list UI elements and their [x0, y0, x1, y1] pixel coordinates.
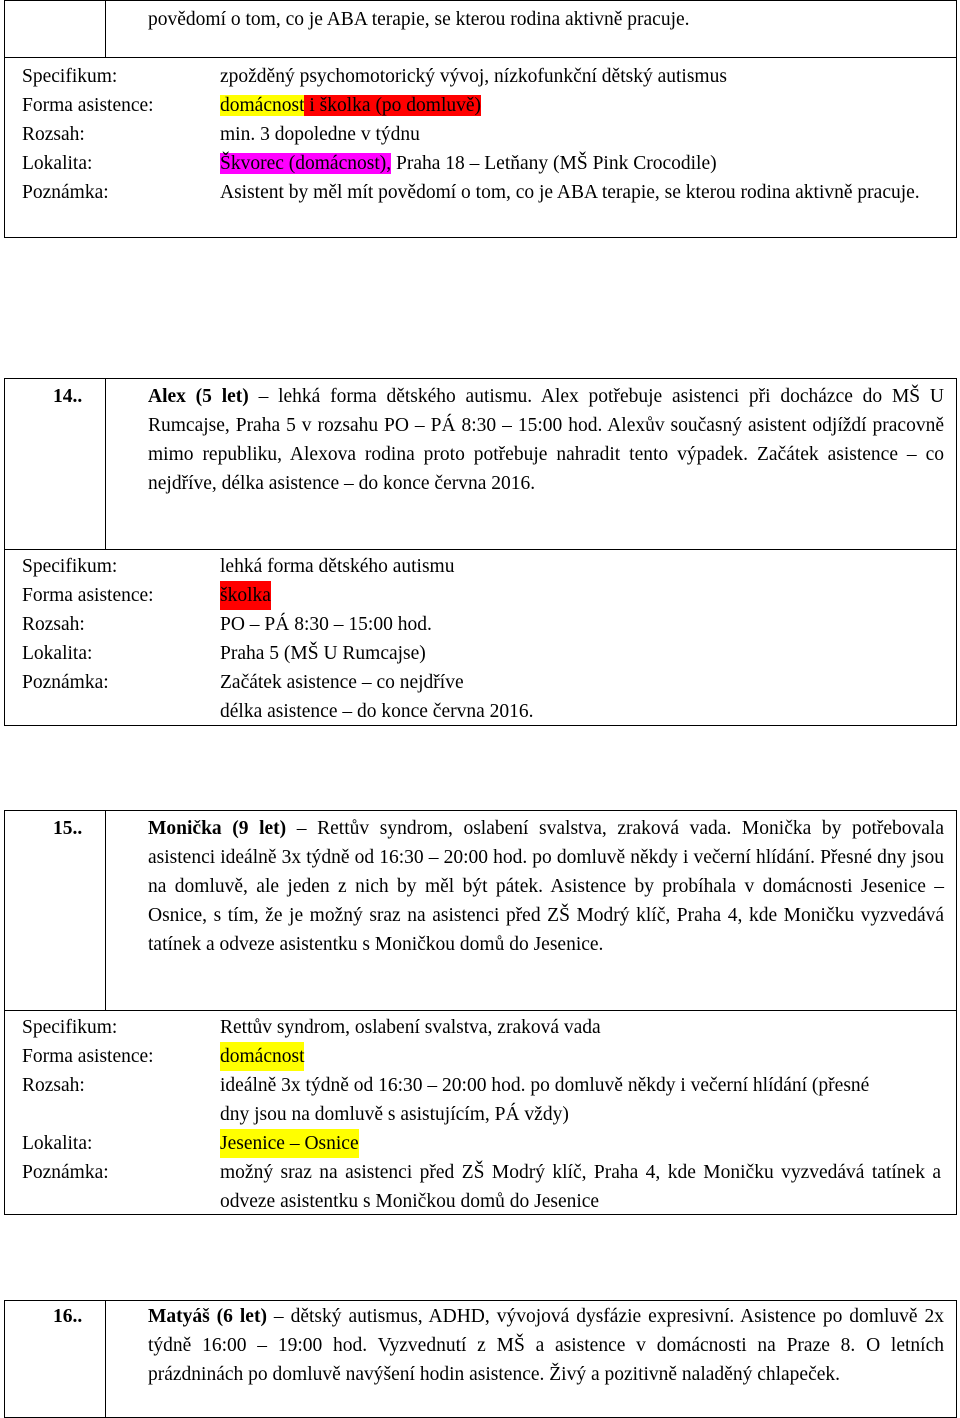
detail-row-lokalita	[5, 639, 956, 668]
detail-row-forma	[5, 1042, 956, 1071]
entry-13-details	[4, 57, 957, 238]
entry-15-header	[4, 810, 957, 1011]
entry-16-name: Matyáš (6 let)	[148, 1306, 267, 1327]
label-rozsah: Rozsah:	[22, 1075, 85, 1096]
label-poznamka: Poznámka:	[22, 1162, 109, 1183]
value-poznamka: Začátek asistence – co nejdříve	[220, 672, 464, 693]
value-forma-asistence: školka	[220, 581, 271, 610]
detail-row-poznamka	[5, 1158, 956, 1216]
label-specifikum: Specifikum:	[22, 66, 118, 87]
entry-16-description	[148, 1302, 944, 1389]
value-specifikum: zpožděný psychomotorický vývoj, nízkofunkční dětský autismus	[220, 66, 727, 87]
value-specifikum: Rettův syndrom, oslabení svalstva, zraková vada	[220, 1017, 601, 1038]
value-lokalita-rest: Praha 18 – Letňany (MŠ Pink Crocodile)	[391, 153, 717, 174]
detail-row-poznamka-cont	[5, 697, 956, 726]
label-poznamka: Poznámka:	[22, 182, 109, 203]
value-lokalita: Jesenice – Osnice	[220, 1129, 359, 1158]
value-lokalita: Praha 5 (MŠ U Rumcajse)	[220, 643, 426, 664]
value-lokalita	[220, 149, 717, 178]
entry-14-name: Alex (5 let)	[148, 386, 249, 407]
value-poznamka-line2: délka asistence – do konce června 2016.	[220, 701, 534, 722]
value-rozsah: PO – PÁ 8:30 – 15:00 hod.	[220, 614, 432, 635]
entry-13-number-column	[5, 1, 106, 57]
entry-14-text: – lehká forma dětského autismu. Alex potřebuje asistenci při docházce do MŠ U Rumcajse, Praha 5 v rozsahu PO – PÁ 8:30 – 15:00 hod. Alexův současný asistent odjíždí pracovně mimo republiku, Alexova rodina proto potřebuje nahradit tento výpadek. Začátek asistence – co nejdříve, délka asistence – do konce června 2016.	[148, 386, 944, 494]
label-specifikum: Specifikum:	[22, 1017, 118, 1038]
detail-row-rozsah	[5, 1071, 956, 1129]
highlight-i: i	[304, 95, 320, 116]
detail-row-rozsah	[5, 610, 956, 639]
label-lokalita: Lokalita:	[22, 153, 93, 174]
entry-16-text: – dětský autismus, ADHD, vývojová dysfázie expresivní. Asistence po domluvě 2x týdně 16:00 – 19:00 hod. Vyzvednutí z MŠ a asistence v domácnosti na Praze 8. O letních prázdninách po domluvě navýšení hodin asistence. Živý a pozitivně naladěný chlapeček.	[148, 1306, 944, 1385]
value-forma-asistence: domácnost	[220, 1042, 304, 1071]
value-rozsah: min. 3 dopoledne v týdnu	[220, 124, 420, 145]
highlight-skvorec: Škvorec (domácnost),	[220, 153, 392, 174]
entry-16-header	[4, 1300, 957, 1418]
entry-14-header	[4, 378, 957, 550]
detail-row-specifikum	[5, 62, 956, 91]
entry-13-tail-box	[4, 0, 957, 58]
detail-row-specifikum	[5, 1013, 956, 1042]
entry-15-text: – Rettův syndrom, oslabení svalstva, zraková vada. Monička by potřebovala asistenci ideálně 3x týdně od 16:30 – 20:00 hod. po domluvě někdy i večerní hlídání. Přesné dny jsou na domluvě, ale jeden z nich by měl být pátek. Asistence by probíhala v domácnosti Jesenice – Osnice, s tím, že je možný sraz na asistenci před ZŠ Modrý klíč, Praha 4, kde Moničku vyzvedává tatínek a odveze asistentku s Moničkou domů do Jesenice.	[148, 818, 944, 955]
entry-15-description	[148, 814, 944, 959]
entry-14-number: 14..	[53, 386, 83, 407]
detail-row-lokalita	[5, 1129, 956, 1158]
entry-16-number: 16..	[53, 1306, 83, 1327]
detail-row-specifikum	[5, 552, 956, 581]
detail-row-lokalita	[5, 149, 956, 178]
label-specifikum: Specifikum:	[22, 556, 118, 577]
label-forma-asistence: Forma asistence:	[22, 1046, 154, 1067]
detail-row-forma	[5, 91, 956, 120]
detail-row-poznamka	[5, 668, 956, 697]
entry-15-name: Monička (9 let)	[148, 818, 287, 839]
label-forma-asistence: Forma asistence:	[22, 95, 154, 116]
entry-14-description	[148, 382, 944, 498]
detail-row-poznamka	[5, 178, 956, 236]
entry-13-description-tail: povědomí o tom, co je ABA terapie, se kterou rodina aktivně pracuje.	[148, 9, 690, 30]
value-rozsah: ideálně 3x týdně od 16:30 – 20:00 hod. po domluvě někdy i večerní hlídání (přesné dny jsou na domluvě s asistujícím, PÁ vždy)	[220, 1075, 870, 1125]
highlight-skolka: školka (po domluvě)	[319, 95, 482, 116]
entry-15-details	[4, 1010, 957, 1215]
value-poznamka: Asistent by měl mít povědomí o tom, co je ABA terapie, se kterou rodina aktivně pracuje.	[220, 182, 920, 203]
detail-row-rozsah	[5, 120, 956, 149]
label-lokalita: Lokalita:	[22, 1133, 93, 1154]
value-forma-asistence	[220, 91, 481, 120]
label-rozsah: Rozsah:	[22, 124, 85, 145]
value-specifikum: lehká forma dětského autismu	[220, 556, 455, 577]
label-poznamka: Poznámka:	[22, 672, 109, 693]
detail-row-forma	[5, 581, 956, 610]
label-lokalita: Lokalita:	[22, 643, 93, 664]
entry-15-number: 15..	[53, 818, 83, 839]
value-poznamka: možný sraz na asistenci před ZŠ Modrý klíč, Praha 4, kde Moničku vyzvedává tatínek a odveze asistentku s Moničkou domů do Jesenice	[220, 1162, 941, 1212]
label-forma-asistence: Forma asistence:	[22, 585, 154, 606]
label-rozsah: Rozsah:	[22, 614, 85, 635]
highlight-domacnost: domácnost	[220, 95, 305, 116]
entry-14-details	[4, 549, 957, 726]
